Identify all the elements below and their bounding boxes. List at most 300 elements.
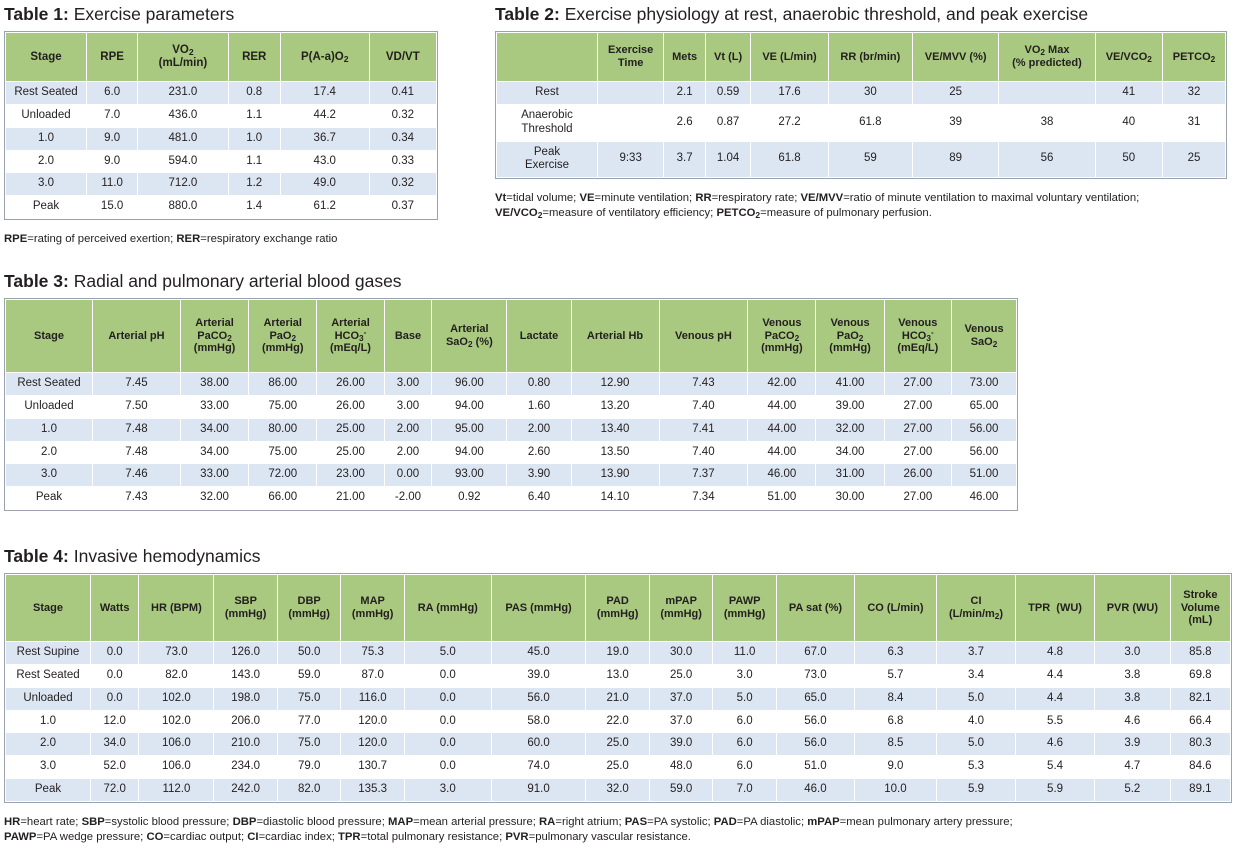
col-header: Venous $HCO_3^-$ (mEq/L) — [884, 300, 951, 373]
table-cell: Rest — [497, 82, 598, 105]
table-row — [6, 642, 1231, 665]
col-header: Arterial SaO$_2$ (%) — [432, 300, 507, 373]
table-cell: 27.00 — [884, 441, 951, 464]
table-cell: 1.1 — [228, 150, 280, 173]
table-cell: 61.8 — [828, 104, 912, 141]
table-cell: 44.00 — [748, 418, 816, 441]
table-cell: 7.34 — [659, 487, 748, 510]
table-cell: 45.0 — [491, 642, 586, 665]
table-cell: 106.0 — [139, 733, 214, 756]
table-cell: 94.00 — [432, 441, 507, 464]
table-cell: 50 — [1095, 141, 1162, 178]
col-header: Stage — [6, 575, 91, 642]
table-cell: 3.7 — [936, 642, 1015, 665]
table-cell: 93.00 — [432, 464, 507, 487]
table-cell: 5.9 — [936, 778, 1015, 801]
table-cell: 27.00 — [884, 395, 951, 418]
table-cell: 39.0 — [491, 664, 586, 687]
table-3-body — [6, 373, 1017, 510]
table-cell: 75.0 — [277, 733, 341, 756]
table-cell: 25.0 — [649, 664, 713, 687]
table-4-block — [4, 546, 1232, 845]
table-cell: 126.0 — [214, 642, 278, 665]
table-row — [6, 395, 1017, 418]
table-cell: 12.0 — [91, 710, 139, 733]
table-4-label: Table 4: — [4, 546, 69, 566]
table-cell: 2.1 — [664, 82, 706, 105]
table-1-block — [4, 4, 438, 247]
table-cell: 0.00 — [384, 464, 432, 487]
table-cell: 73.0 — [139, 642, 214, 665]
table-cell: 66.00 — [249, 487, 317, 510]
table-3-block — [4, 271, 1018, 516]
table-cell: 13.0 — [586, 664, 650, 687]
table-cell: 0.0 — [91, 687, 139, 710]
table-cell: 39 — [912, 104, 998, 141]
table-cell: 1.0 — [228, 127, 280, 150]
table-cell: 198.0 — [214, 687, 278, 710]
table-cell: 2.6 — [664, 104, 706, 141]
table-cell: 0.32 — [369, 104, 436, 127]
table-cell: 89.1 — [1170, 778, 1230, 801]
table-4-body — [6, 642, 1231, 802]
col-header: RER — [228, 33, 280, 82]
table-cell: 0.0 — [91, 642, 139, 665]
table-cell: 65.0 — [776, 687, 854, 710]
table-cell: 1.2 — [228, 173, 280, 196]
table-cell: 42.00 — [748, 373, 816, 396]
table-row — [6, 464, 1017, 487]
table-4-footnote — [4, 815, 1230, 846]
col-header: RR (br/min) — [828, 33, 912, 82]
table-cell: 48.0 — [649, 756, 713, 779]
table-cell: 2.0 — [6, 150, 87, 173]
table-cell: 37.0 — [649, 687, 713, 710]
table-cell: 10.0 — [854, 778, 936, 801]
table-cell: 21.00 — [317, 487, 384, 510]
table-cell: 14.10 — [571, 487, 659, 510]
table-2-label: Table 2: — [495, 4, 560, 24]
col-header: VE/MVV (%) — [912, 33, 998, 82]
table-cell: 242.0 — [214, 778, 278, 801]
table-row — [6, 196, 437, 219]
table-cell: 25.0 — [586, 733, 650, 756]
table-cell: 73.00 — [952, 373, 1017, 396]
table-cell: 231.0 — [138, 82, 228, 105]
table-cell: 56.0 — [776, 733, 854, 756]
table-cell: 9:33 — [598, 141, 664, 178]
col-header: mPAP (mmHg) — [649, 575, 713, 642]
table-cell: 56 — [999, 141, 1095, 178]
table-cell: 17.4 — [280, 82, 369, 105]
table-4-frame — [4, 573, 1232, 803]
col-header: Vt (L) — [705, 33, 750, 82]
table-cell: 96.00 — [432, 373, 507, 396]
table-cell: 25.00 — [317, 441, 384, 464]
col-header: Arterial PaCO$_2$ (mmHg) — [180, 300, 248, 373]
table-cell: 33.00 — [180, 395, 248, 418]
table-row — [6, 418, 1017, 441]
table-cell: 56.00 — [952, 441, 1017, 464]
table-cell: Peak — [6, 487, 93, 510]
table-cell: 5.7 — [854, 664, 936, 687]
table-cell: 3.8 — [1094, 664, 1170, 687]
table-cell: 84.6 — [1170, 756, 1230, 779]
col-header: PAS (mmHg) — [491, 575, 586, 642]
table-cell: 27.00 — [884, 373, 951, 396]
table-cell: 44.00 — [748, 441, 816, 464]
table-3-caption: Radial and pulmonary arterial blood gases — [73, 271, 402, 291]
table-header-row — [6, 575, 1231, 642]
table-cell: 7.0 — [713, 778, 777, 801]
table-cell: 43.0 — [280, 150, 369, 173]
table-cell: 1.1 — [228, 104, 280, 127]
table-cell: 26.00 — [317, 373, 384, 396]
table-3-title — [4, 271, 1018, 291]
table-cell: Unloaded — [6, 687, 91, 710]
col-header: VE (L/min) — [751, 33, 828, 82]
table-cell: 61.8 — [751, 141, 828, 178]
table-cell: 75.00 — [249, 395, 317, 418]
col-header: TPR (WU) — [1016, 575, 1095, 642]
table-cell: 0.0 — [404, 756, 491, 779]
table-cell: Anaerobic Threshold — [497, 104, 598, 141]
table-cell: 36.7 — [280, 127, 369, 150]
table-cell: 56.0 — [776, 710, 854, 733]
table-1-label: Table 1: — [4, 4, 69, 24]
table-cell: 1.0 — [6, 127, 87, 150]
table-cell: 56.00 — [952, 418, 1017, 441]
table-cell: 106.0 — [139, 756, 214, 779]
table-cell: 39.0 — [649, 733, 713, 756]
table-cell: 4.8 — [1016, 642, 1095, 665]
table-cell: 4.6 — [1016, 733, 1095, 756]
table-cell: Rest Seated — [6, 82, 87, 105]
table-4 — [5, 574, 1231, 802]
table-cell: 4.7 — [1094, 756, 1170, 779]
table-cell: 13.50 — [571, 441, 659, 464]
table-cell: 2.00 — [384, 441, 432, 464]
col-header: $VO_2$ (mL/min) — [138, 33, 228, 82]
col-header: RPE — [87, 33, 138, 82]
table-1-title — [4, 4, 438, 24]
col-header: Venous PaCO$_2$ (mmHg) — [748, 300, 816, 373]
table-cell: 8.4 — [854, 687, 936, 710]
table-cell: 5.0 — [404, 642, 491, 665]
table-cell: 594.0 — [138, 150, 228, 173]
table-cell: 7.0 — [87, 104, 138, 127]
table-cell: 34.00 — [816, 441, 884, 464]
table-cell: 25.00 — [317, 418, 384, 441]
table-4-title — [4, 546, 1232, 566]
table-cell: Unloaded — [6, 104, 87, 127]
table-cell: 5.2 — [1094, 778, 1170, 801]
table-cell: 27.00 — [884, 487, 951, 510]
table-cell: 26.00 — [317, 395, 384, 418]
table-cell: 712.0 — [138, 173, 228, 196]
table-cell: 7.40 — [659, 441, 748, 464]
table-cell: 67.0 — [776, 642, 854, 665]
table-row — [6, 687, 1231, 710]
table-cell: 46.00 — [748, 464, 816, 487]
table-cell: 46.0 — [776, 778, 854, 801]
table-cell: 11.0 — [713, 642, 777, 665]
table-cell: 91.0 — [491, 778, 586, 801]
table-row — [6, 778, 1231, 801]
table-cell: 4.0 — [936, 710, 1015, 733]
table-cell: 0.37 — [369, 196, 436, 219]
table-cell: 2.00 — [384, 418, 432, 441]
table-cell: 65.00 — [952, 395, 1017, 418]
col-header: PAD (mmHg) — [586, 575, 650, 642]
table-cell: 27.2 — [751, 104, 828, 141]
table-1-body — [6, 82, 437, 219]
table-cell: 0.0 — [404, 710, 491, 733]
table-2 — [496, 32, 1226, 178]
table-cell: 8.5 — [854, 733, 936, 756]
col-header: CO (L/min) — [854, 575, 936, 642]
table-cell: 120.0 — [341, 710, 405, 733]
table-cell: 3.0 — [1094, 642, 1170, 665]
table-row — [6, 127, 437, 150]
table-cell: 89 — [912, 141, 998, 178]
table-cell: 5.3 — [936, 756, 1015, 779]
table-4-caption: Invasive hemodynamics — [73, 546, 261, 566]
table-cell: -2.00 — [384, 487, 432, 510]
table-cell: 44.00 — [748, 395, 816, 418]
table-cell: Rest Supine — [6, 642, 91, 665]
table-cell: 13.40 — [571, 418, 659, 441]
col-header: $VO_2$ Max (% predicted) — [999, 33, 1095, 82]
table-cell: 87.0 — [341, 664, 405, 687]
table-cell: 6.8 — [854, 710, 936, 733]
table-cell: 31.00 — [816, 464, 884, 487]
table-cell: 1.0 — [6, 710, 91, 733]
col-header: PA sat (%) — [776, 575, 854, 642]
table-cell: 11.0 — [87, 173, 138, 196]
table-cell: 7.50 — [93, 395, 181, 418]
table-cell: 51.00 — [952, 464, 1017, 487]
table-cell: 6.0 — [713, 710, 777, 733]
table-cell: 7.43 — [93, 487, 181, 510]
table-cell: Peak — [6, 196, 87, 219]
table-row — [6, 104, 437, 127]
col-header: HR (BPM) — [139, 575, 214, 642]
table-cell: 32.00 — [816, 418, 884, 441]
col-header: $VE/VCO_2$ — [1095, 33, 1162, 82]
table-cell: 7.41 — [659, 418, 748, 441]
table-cell: 6.3 — [854, 642, 936, 665]
table-cell: 85.8 — [1170, 642, 1230, 665]
table-cell: 234.0 — [214, 756, 278, 779]
table-cell: 34.00 — [180, 441, 248, 464]
table-cell: 1.4 — [228, 196, 280, 219]
table-cell: 95.00 — [432, 418, 507, 441]
table-cell: 32 — [1162, 82, 1225, 105]
table-cell: 1.60 — [507, 395, 571, 418]
table-cell: 9.0 — [87, 150, 138, 173]
table-cell: 120.0 — [341, 733, 405, 756]
table-row — [6, 756, 1231, 779]
table-cell: 66.4 — [1170, 710, 1230, 733]
table-cell: 4.4 — [1016, 664, 1095, 687]
table-cell: 17.6 — [751, 82, 828, 105]
table-cell: 30 — [828, 82, 912, 105]
table-cell: 12.90 — [571, 373, 659, 396]
table-2-title — [495, 4, 1227, 24]
table-cell: 58.0 — [491, 710, 586, 733]
table-cell: 6.0 — [713, 733, 777, 756]
table-cell: 19.0 — [586, 642, 650, 665]
table-cell: 0.41 — [369, 82, 436, 105]
table-2-footnote: Vt=tidal volume; VE=minute ventilation; RR=respiratory rate; VE/MVV=ratio of minute ventilation to maximal voluntary ventilation; $VE/VCO_2=measure$ of ventilatory efficiency; $PETCO_2=measure$ of pulmonary perfusion. — [495, 192, 1140, 221]
table-cell: 37.0 — [649, 710, 713, 733]
table-cell: 82.1 — [1170, 687, 1230, 710]
table-1 — [5, 32, 437, 219]
table-cell: 56.0 — [491, 687, 586, 710]
table-cell: 3.0 — [6, 173, 87, 196]
table-cell: 69.8 — [1170, 664, 1230, 687]
table-cell: 13.20 — [571, 395, 659, 418]
col-header: SBP (mmHg) — [214, 575, 278, 642]
table-cell: 7.48 — [93, 418, 181, 441]
table-2-block — [495, 4, 1227, 222]
table-4-footnote-line-1: HR=heart rate; SBP=systolic blood pressure; DBP=diastolic blood pressure; MAP=mean arterial pressure; RA=right atrium; PAS=PA systolic; PAD=PA diastolic; mPAP=mean pulmonary artery pressure; — [4, 815, 1013, 828]
table-row — [6, 82, 437, 105]
table-cell: 86.00 — [249, 373, 317, 396]
col-header: Arterial PaO$_2$ (mmHg) — [249, 300, 317, 373]
table-cell: 3.7 — [664, 141, 706, 178]
table-cell: 77.0 — [277, 710, 341, 733]
table-cell: 73.0 — [776, 664, 854, 687]
table-cell: 40 — [1095, 104, 1162, 141]
col-header: Lactate — [507, 300, 571, 373]
table-cell: 0.33 — [369, 150, 436, 173]
table-2-frame — [495, 31, 1227, 179]
table-cell: 41.00 — [816, 373, 884, 396]
table-cell: 112.0 — [139, 778, 214, 801]
table-cell: 27.00 — [884, 418, 951, 441]
table-cell — [999, 82, 1095, 105]
table-cell: 5.5 — [1016, 710, 1095, 733]
table-cell: 3.8 — [1094, 687, 1170, 710]
table-cell: 82.0 — [277, 778, 341, 801]
table-cell: 0.32 — [369, 173, 436, 196]
table-cell: 5.0 — [936, 733, 1015, 756]
col-header: PAWP (mmHg) — [713, 575, 777, 642]
table-3-frame — [4, 298, 1018, 511]
table-row — [6, 373, 1017, 396]
table-cell: 72.00 — [249, 464, 317, 487]
table-cell: 59.0 — [277, 664, 341, 687]
table-header-row — [6, 33, 437, 82]
table-cell: 50.0 — [277, 642, 341, 665]
table-cell: Rest Seated — [6, 664, 91, 687]
table-cell: Peak Exercise — [497, 141, 598, 178]
table-cell: 0.80 — [507, 373, 571, 396]
table-cell: 3.4 — [936, 664, 1015, 687]
table-cell: 59.0 — [649, 778, 713, 801]
table-cell: 5.4 — [1016, 756, 1095, 779]
table-cell: 6.0 — [713, 756, 777, 779]
table-3 — [5, 299, 1017, 510]
table-row — [6, 733, 1231, 756]
table-cell: 51.00 — [748, 487, 816, 510]
col-header: Venous SaO$_2$ — [952, 300, 1017, 373]
table-cell: 72.0 — [91, 778, 139, 801]
table-cell: 22.0 — [586, 710, 650, 733]
col-header: RA (mmHg) — [404, 575, 491, 642]
table-cell: 2.60 — [507, 441, 571, 464]
col-header: MAP (mmHg) — [341, 575, 405, 642]
table-cell: 32.0 — [586, 778, 650, 801]
table-cell: 436.0 — [138, 104, 228, 127]
table-cell: 15.0 — [87, 196, 138, 219]
table-cell: 0.92 — [432, 487, 507, 510]
table-cell: 80.3 — [1170, 733, 1230, 756]
table-cell: 481.0 — [138, 127, 228, 150]
col-header: Arterial pH — [93, 300, 181, 373]
col-header: Venous pH — [659, 300, 748, 373]
table-cell: 44.2 — [280, 104, 369, 127]
table-row — [6, 487, 1017, 510]
table-cell: 30.00 — [816, 487, 884, 510]
col-header: Watts — [91, 575, 139, 642]
col-header: Stroke Volume (mL) — [1170, 575, 1230, 642]
table-cell: 7.37 — [659, 464, 748, 487]
table-cell: 3.90 — [507, 464, 571, 487]
table-cell: 34.00 — [180, 418, 248, 441]
table-cell: 5.0 — [713, 687, 777, 710]
table-cell: 0.0 — [404, 664, 491, 687]
table-cell: 9.0 — [87, 127, 138, 150]
table-cell: 880.0 — [138, 196, 228, 219]
col-header: PVR (WU) — [1094, 575, 1170, 642]
table-cell: 7.43 — [659, 373, 748, 396]
col-header — [497, 33, 598, 82]
table-row — [6, 664, 1231, 687]
table-cell: 75.3 — [341, 642, 405, 665]
table-cell: 38.00 — [180, 373, 248, 396]
col-header: Exercise Time — [598, 33, 664, 82]
table-cell: 59 — [828, 141, 912, 178]
table-cell: 6.0 — [87, 82, 138, 105]
table-1-caption: Exercise parameters — [73, 4, 235, 24]
table-cell: 3.0 — [6, 464, 93, 487]
table-cell: 2.0 — [6, 733, 91, 756]
table-row — [497, 141, 1226, 178]
table-cell: 75.00 — [249, 441, 317, 464]
table-cell: 3.00 — [384, 373, 432, 396]
table-1-frame — [4, 31, 438, 220]
col-header: Base — [384, 300, 432, 373]
table-cell: 33.00 — [180, 464, 248, 487]
table-1-footnote: RPE=rating of perceived exertion; RER=respiratory exchange ratio — [4, 232, 338, 245]
table-cell: 3.0 — [713, 664, 777, 687]
table-cell: 13.90 — [571, 464, 659, 487]
table-cell: 102.0 — [139, 687, 214, 710]
table-cell: 135.3 — [341, 778, 405, 801]
table-cell: 0.59 — [705, 82, 750, 105]
col-header: VD/VT — [369, 33, 436, 82]
table-cell: 41 — [1095, 82, 1162, 105]
table-cell: 4.6 — [1094, 710, 1170, 733]
table-cell: 2.00 — [507, 418, 571, 441]
table-cell: 79.0 — [277, 756, 341, 779]
table-row — [6, 173, 437, 196]
table-cell: 75.0 — [277, 687, 341, 710]
table-cell: 1.04 — [705, 141, 750, 178]
